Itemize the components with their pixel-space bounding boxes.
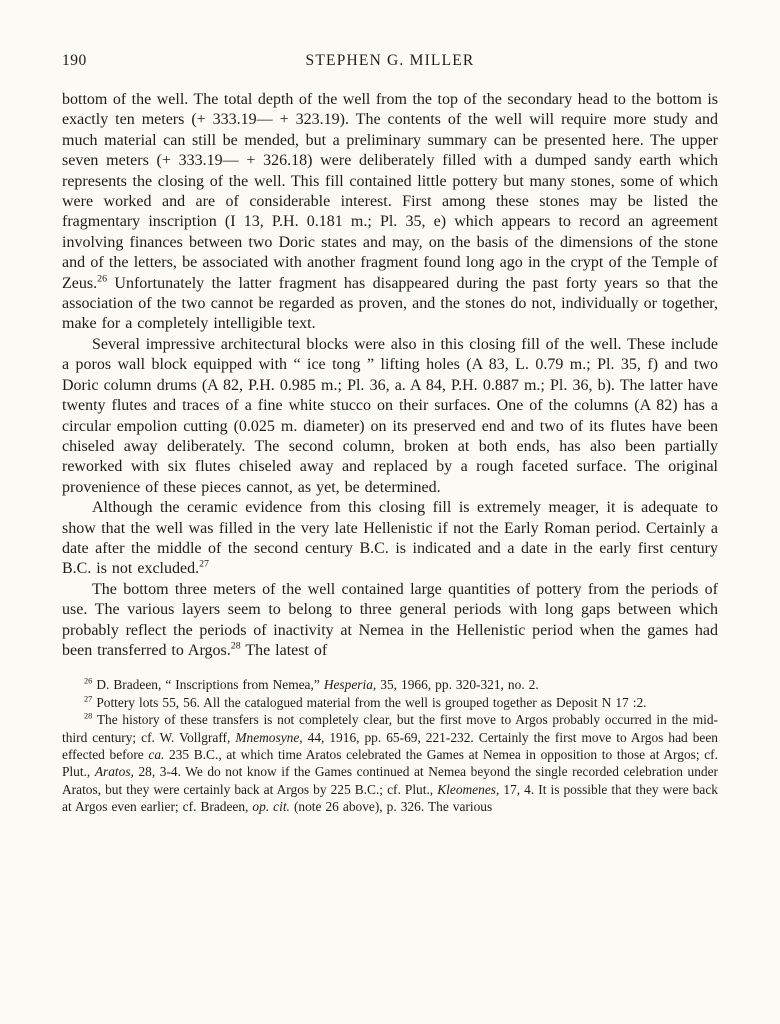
footnote: $^{28}$ The history of these transfers is not completely clear, but the first move to Argos probably occurred in the mid-third century; cf. W. Vollgraff, Mnemosyne, 44, 1916, pp. 65-69, 221-232. Certainly the first move to Argos had been effected before ca. 235 B.C., at which time Aratos celebrated the Games at Nemea in opposition to those at Argos; cf. Plut., Aratos, 28, 3-4. We do not know if the Games continued at Nemea beyond the single recorded celebration under Aratos, but they were certainly back at Argos by 225 B.C.; cf. Plut., Kleomenes, 17, 4. It is possible that they were back at Argos even earlier; cf. Bradeen, op. cit. (note 26 above), p. 326. The various (62, 711, 719, 815)
paragraph: bottom of the well. The total depth of the well from the top of the secondary head to the bottom is exactly ten meters (+ 333.19— + 323.19). The contents of the well will require more study and much material can still be mended, but a preliminary summary can be presented here. The upper seven meters (+ 333.19— + 326.18) were deliberately filled with a dumped sandy earth which represents the closing of the well. This fill contained little pottery but many stones, some of which were worked and are of considerable interest. First among these stones may be listed the fragmentary inscription (I 13, P.H. 0.181 m.; Pl. 35, e) which appears to record an agreement involving finances between two Doric states and may, on the basis of the dimensions of the stone and of the letters, be associated with another fragment found long ago in the crypt of the Temple of Zeus.$^{26}$ Unfortunately the latter fragment has disappeared during the past forty years so that the association of the two cannot be regarded as proven, and the stones do not, individually or together, make for a completely intelligible text. (62, 91, 718, 333)
paragraph: Several impressive architectural blocks were also in this closing fill of the well. These include a poros wall block equipped with “ ice tong ” lifting holes (A 83, L. 0.79 m.; Pl. 35, f) and two Doric column drums (A 82, P.H. 0.985 m.; Pl. 36, a. A 84, P.H. 0.887 m.; Pl. 36, b). The latter have twenty flutes and traces of a fine white stucco on their surfaces. One of the columns (A 82) has a circular empolion cutting (0.025 m. diameter) on its preserved end and two of its flutes have been chiseled away deliberately. The second column, broken at both ends, has also been partially reworked with six flutes chiseled away and replaced by a rough faceted surface. The original provenience of these pieces cannot, as yet, be determined. (62, 335, 718, 496)
running-header (62, 52, 718, 74)
footnotes-section (62, 676, 718, 815)
footnote: $^{27}$ Pottery lots 55, 56. All the catalogued material from the well is grouped together as Deposit N 17 :2. (84, 694, 647, 710)
page-number: 190 (62, 52, 87, 69)
running-head-author: STEPHEN G. MILLER (305, 52, 475, 69)
paragraph: Although the ceramic evidence from this closing fill is extremely meager, it is adequate to show that the well was filled in the very late Hellenistic if not the Early Roman period. Certainly a date after the middle of the second century B.C. is indicated and a date in the early first century B.C. is not excluded.$^{27}$ (62, 499, 718, 578)
article-body (62, 90, 718, 661)
footnote: $^{26}$ D. Bradeen, “ Inscriptions from Nemea,” Hesperia, 35, 1966, pp. 320-321, no. 2. (84, 676, 539, 693)
paragraph: The bottom three meters of the well contained large quantities of pottery from the periods of use. The various layers seem to belong to three general periods with long gaps between which probably reflect the periods of inactivity at Nemea in the Hellenistic period when the games had been transferred to Argos.$^{28}$ The latest of (62, 580, 718, 659)
